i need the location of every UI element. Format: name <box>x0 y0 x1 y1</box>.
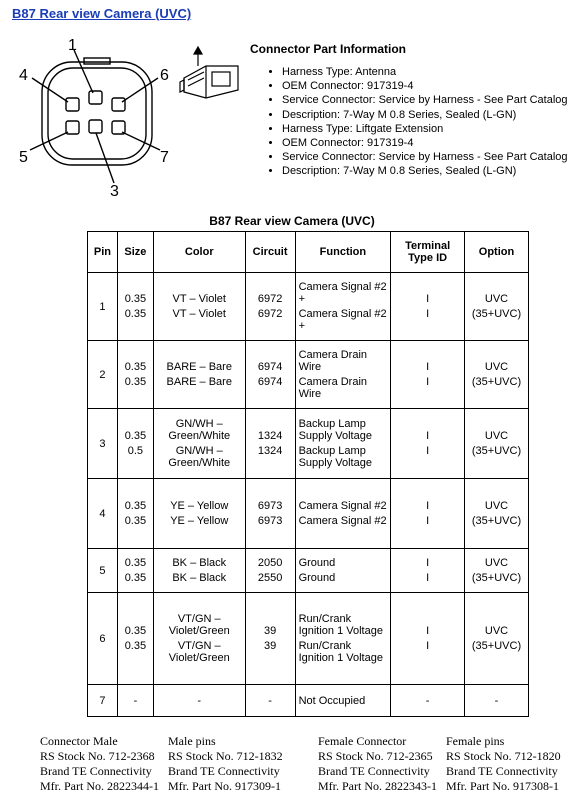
footer-line: Connector Male <box>40 734 118 748</box>
circuit-cell <box>245 409 295 479</box>
function-cell <box>295 685 391 717</box>
function-cell-entry: Run/Crank Ignition 1 Voltage <box>298 640 383 664</box>
circuit-cell-entry: 1324 <box>257 445 283 457</box>
terminal-type-cell-entry: I <box>426 515 430 527</box>
pin-cell: 6 <box>88 593 118 685</box>
connector-info-heading: Connector Part Information <box>250 42 407 56</box>
circuit-cell <box>245 593 295 685</box>
color-cell-entry: BARE – Bare <box>166 361 232 373</box>
connector-info-list <box>268 65 568 179</box>
pin-cell: 7 <box>88 685 118 717</box>
color-cell-entry: BARE – Bare <box>166 376 232 388</box>
footer-line: Male pins <box>168 734 216 748</box>
size-cell-entry: 0.35 <box>124 430 147 442</box>
col-header-terminal: Terminal Type ID <box>391 232 465 273</box>
color-cell <box>153 273 245 341</box>
option-cell-entry: - <box>494 694 499 707</box>
function-cell <box>295 273 391 341</box>
option-cell <box>465 341 529 409</box>
color-cell-entry: GN/WH – Green/White <box>168 418 231 442</box>
function-cell-entry: Camera Drain Wire <box>298 376 368 400</box>
color-cell-entry: YE – Yellow <box>170 500 229 512</box>
footer-line: Brand TE Connectivity <box>446 764 558 778</box>
terminal-type-cell-entry: I <box>426 376 430 388</box>
function-cell-entry: Camera Drain Wire <box>298 349 368 373</box>
info-item: • Harness Type: Liftgate Extension <box>282 122 568 136</box>
terminal-type-cell-entry: I <box>426 557 430 569</box>
terminal-type-cell <box>391 593 465 685</box>
option-cell-entry: UVC <box>484 625 509 637</box>
function-cell <box>295 549 391 593</box>
info-item: • Harness Type: Antenna <box>282 65 568 79</box>
option-cell-entry: (35+UVC) <box>471 640 522 652</box>
pin-cell: 3 <box>88 409 118 479</box>
option-cell-entry: UVC <box>484 293 509 305</box>
option-cell-entry: UVC <box>484 430 509 442</box>
option-cell-entry: (35+UVC) <box>471 308 522 320</box>
circuit-cell-entry: 6973 <box>257 515 283 527</box>
pin-label-3: 3 <box>110 183 119 198</box>
color-cell <box>153 409 245 479</box>
circuit-cell-entry: 39 <box>263 625 277 637</box>
circuit-cell <box>245 479 295 549</box>
size-cell-entry: 0.35 <box>124 640 147 652</box>
info-item: • Description: 7-Way M 0.8 Series, Sealed (L-GN) <box>282 108 568 122</box>
pin-label-7: 7 <box>160 149 169 166</box>
terminal-type-cell <box>391 341 465 409</box>
pin-cell: 1 <box>88 273 118 341</box>
pin-label-5: 5 <box>19 149 28 166</box>
option-cell-entry: (35+UVC) <box>471 515 522 527</box>
circuit-cell <box>245 685 295 717</box>
option-cell-entry: (35+UVC) <box>471 445 522 457</box>
circuit-cell <box>245 273 295 341</box>
footer-line: Brand TE Connectivity <box>168 764 280 778</box>
size-cell-entry: 0.35 <box>124 515 147 527</box>
function-cell-entry: Backup Lamp Supply Voltage <box>298 418 372 442</box>
function-cell-entry: Run/Crank Ignition 1 Voltage <box>298 613 383 637</box>
circuit-cell-entry: 6973 <box>257 500 283 512</box>
color-cell-entry: - <box>197 694 202 707</box>
color-cell-entry: GN/WH – Green/White <box>168 445 231 469</box>
option-cell <box>465 479 529 549</box>
color-cell <box>153 685 245 717</box>
terminal-type-cell-entry: I <box>426 445 430 457</box>
function-cell <box>295 409 391 479</box>
footer-line: RS Stock No. 712-1820 <box>446 749 561 763</box>
function-cell <box>295 479 391 549</box>
color-cell <box>153 341 245 409</box>
circuit-cell-entry: 6972 <box>257 308 283 320</box>
size-cell-entry: 0.35 <box>124 572 147 584</box>
option-cell <box>465 549 529 593</box>
footer-line: Brand TE Connectivity <box>40 764 152 778</box>
footer-line: RS Stock No. 712-2365 <box>318 749 433 763</box>
function-cell-entry: Backup Lamp Supply Voltage <box>298 445 372 469</box>
table-header-row <box>88 232 529 273</box>
terminal-type-cell <box>391 479 465 549</box>
footer-line: Mfr. Part No. 2822343-1 <box>318 779 437 793</box>
option-cell <box>465 409 529 479</box>
table-row <box>88 341 529 409</box>
circuit-cell-entry: - <box>268 694 272 707</box>
option-cell-entry: UVC <box>484 500 509 512</box>
size-cell-entry: 0.35 <box>124 500 147 512</box>
col-header-pin: Pin <box>88 232 118 273</box>
footer-line: Mfr. Part No. 917309-1 <box>168 779 281 793</box>
circuit-cell <box>245 341 295 409</box>
circuit-cell-entry: 6974 <box>257 376 283 388</box>
info-item: • OEM Connector: 917319-4 <box>282 136 568 150</box>
size-cell-entry: 0.35 <box>124 625 147 637</box>
footer-line: RS Stock No. 712-1832 <box>168 749 283 763</box>
footer-female-connector <box>318 734 437 794</box>
function-cell-entry: Ground <box>298 557 336 569</box>
option-cell-entry: (35+UVC) <box>471 572 522 584</box>
color-cell-entry: YE – Yellow <box>170 515 229 527</box>
function-cell-entry: Ground <box>298 572 336 584</box>
option-cell-entry: UVC <box>484 361 509 373</box>
color-cell-entry: BK – Black <box>172 572 227 584</box>
footer-line: Mfr. Part No. 917308-1 <box>446 779 559 793</box>
col-header-option: Option <box>465 232 529 273</box>
size-cell-entry: 0.35 <box>124 361 147 373</box>
function-cell-entry: Not Occupied <box>298 694 366 707</box>
info-item: • Description: 7-Way M 0.8 Series, Sealed (L-GN) <box>282 164 568 178</box>
terminal-type-cell <box>391 409 465 479</box>
size-cell-entry: 0.5 <box>127 445 144 457</box>
terminal-type-cell-entry: I <box>426 308 430 320</box>
color-cell-entry: VT/GN – Violet/Green <box>168 640 230 664</box>
col-header-function: Function <box>295 232 391 273</box>
circuit-cell <box>245 549 295 593</box>
circuit-cell-entry: 2550 <box>257 572 283 584</box>
circuit-cell-entry: 1324 <box>257 430 283 442</box>
col-header-color: Color <box>153 232 245 273</box>
pin-label-6: 6 <box>160 67 169 84</box>
footer-female-pins <box>446 734 561 794</box>
size-cell-entry: 0.35 <box>124 308 147 320</box>
circuit-cell-entry: 6972 <box>257 293 283 305</box>
size-cell <box>117 273 153 341</box>
color-cell <box>153 479 245 549</box>
function-cell-entry: Camera Signal #2 + <box>298 308 387 332</box>
function-cell-entry: Camera Signal #2 + <box>298 281 387 305</box>
col-header-size: Size <box>117 232 153 273</box>
size-cell-entry: - <box>133 694 138 707</box>
connector-face-diagram <box>10 38 180 198</box>
pin-label-4: 4 <box>19 67 28 84</box>
pin-cell: 4 <box>88 479 118 549</box>
function-cell <box>295 593 391 685</box>
circuit-cell-entry: 2050 <box>257 557 283 569</box>
terminal-type-cell-entry: I <box>426 625 430 637</box>
table-body <box>88 273 529 717</box>
color-cell <box>153 549 245 593</box>
pinout-table <box>87 231 529 717</box>
terminal-type-cell <box>391 549 465 593</box>
footer-line: Mfr. Part No. 2822344-1 <box>40 779 159 793</box>
table-row <box>88 479 529 549</box>
footer-male-pins <box>168 734 283 794</box>
terminal-type-cell <box>391 273 465 341</box>
size-cell <box>117 593 153 685</box>
size-cell <box>117 479 153 549</box>
option-cell <box>465 273 529 341</box>
option-cell <box>465 593 529 685</box>
terminal-type-cell-entry: I <box>426 361 430 373</box>
connector-plug-icon <box>176 46 244 106</box>
color-cell-entry: VT/GN – Violet/Green <box>168 613 230 637</box>
pin-cell: 2 <box>88 341 118 409</box>
circuit-cell-entry: 6974 <box>257 361 283 373</box>
size-cell <box>117 549 153 593</box>
terminal-type-cell <box>391 685 465 717</box>
color-cell-entry: VT – Violet <box>172 308 226 320</box>
function-cell-entry: Camera Signal #2 <box>298 515 387 527</box>
color-cell-entry: BK – Black <box>172 557 227 569</box>
color-cell-entry: VT – Violet <box>172 293 226 305</box>
table-title: B87 Rear view Camera (UVC) <box>209 214 375 228</box>
terminal-type-cell-entry: I <box>426 500 430 512</box>
info-item: • Service Connector: Service by Harness - See Part Catalog <box>282 150 568 164</box>
option-cell-entry: (35+UVC) <box>471 376 522 388</box>
footer-line: Female Connector <box>318 734 407 748</box>
terminal-type-cell-entry: I <box>426 430 430 442</box>
terminal-type-cell-entry: I <box>426 640 430 652</box>
function-cell <box>295 341 391 409</box>
table-row <box>88 549 529 593</box>
table-row <box>88 685 529 717</box>
color-cell <box>153 593 245 685</box>
pin-label-1: 1 <box>68 38 77 54</box>
footer-line: Brand TE Connectivity <box>318 764 430 778</box>
info-item: • Service Connector: Service by Harness - See Part Catalog <box>282 93 568 107</box>
size-cell-entry: 0.35 <box>124 293 147 305</box>
terminal-type-cell-entry: - <box>425 694 430 707</box>
option-cell-entry: UVC <box>484 557 509 569</box>
size-cell <box>117 341 153 409</box>
footer-connector-male <box>40 734 159 794</box>
size-cell <box>117 409 153 479</box>
table-row <box>88 593 529 685</box>
col-header-circuit: Circuit <box>245 232 295 273</box>
pin-cell: 5 <box>88 549 118 593</box>
option-cell <box>465 685 529 717</box>
size-cell-entry: 0.35 <box>124 376 147 388</box>
size-cell <box>117 685 153 717</box>
function-cell-entry: Camera Signal #2 <box>298 500 387 512</box>
page-title-link[interactable]: B87 Rear view Camera (UVC) <box>12 6 192 21</box>
terminal-type-cell-entry: I <box>426 572 430 584</box>
size-cell-entry: 0.35 <box>124 557 147 569</box>
terminal-type-cell-entry: I <box>426 293 430 305</box>
circuit-cell-entry: 39 <box>263 640 277 652</box>
footer-line: RS Stock No. 712-2368 <box>40 749 155 763</box>
info-item: • OEM Connector: 917319-4 <box>282 79 568 93</box>
footer-line: Female pins <box>446 734 505 748</box>
table-row <box>88 409 529 479</box>
table-row <box>88 273 529 341</box>
